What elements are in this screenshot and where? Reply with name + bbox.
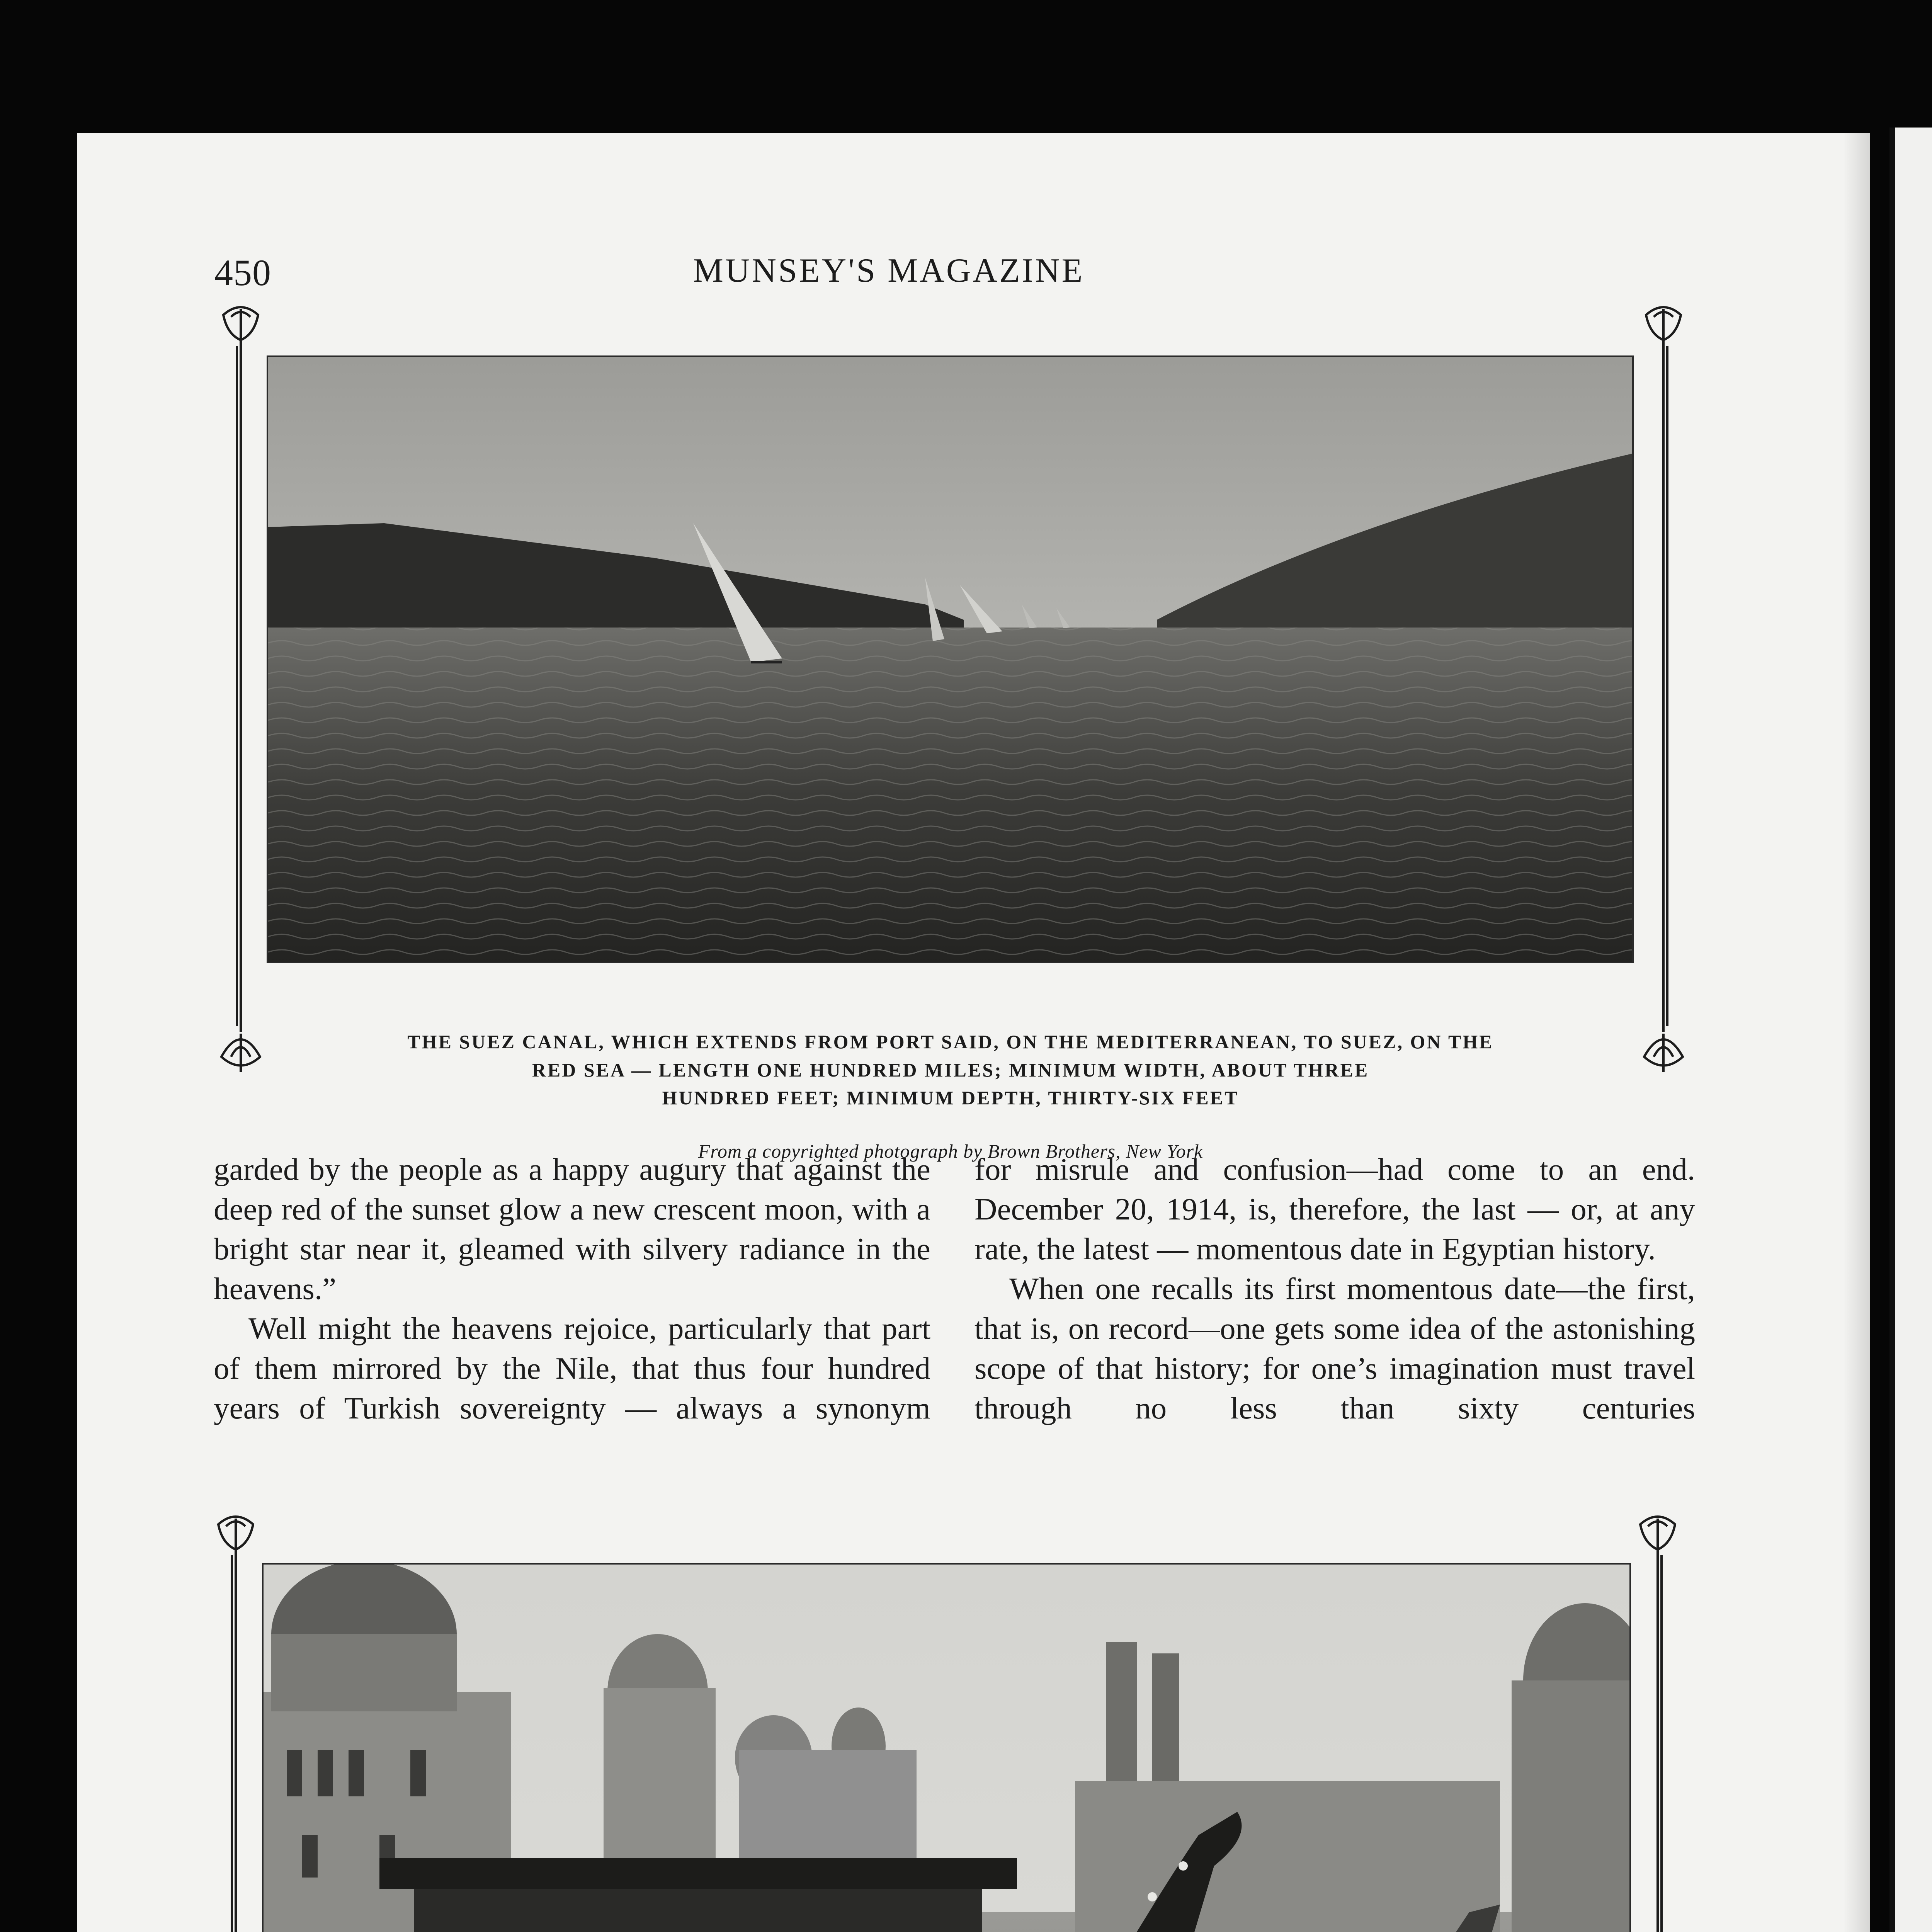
body-column-right <box>975 1150 1695 1428</box>
paragraph: garded by the people as a happy augury that against the deep red of the sunset glow a new crescent moon, with a bright star near it, gleamed with silvery radiance in the heavens.” <box>214 1152 930 1306</box>
page-number: 450 <box>214 252 271 293</box>
gutter-shadow <box>1843 133 1870 1932</box>
paragraph: Well might the heavens rejoice, particularly that part of them mirrored by the Nile, that thus four hundred years of Turkish sovereignty — always a synonym <box>214 1311 930 1425</box>
facing-page-edge <box>1889 128 1932 1932</box>
magazine-page <box>77 133 1870 1932</box>
caption-line: THE SUEZ CANAL, WHICH EXTENDS FROM PORT SAID, ON THE MEDITERRANEAN, TO SUEZ, ON THE <box>407 1031 1494 1053</box>
lotus-column-ornament-icon <box>216 303 266 1076</box>
caption-line: HUNDRED FEET; MINIMUM DEPTH, THIRTY-SIX FEET <box>662 1087 1239 1109</box>
lotus-column-ornament-icon <box>211 1513 261 1932</box>
caption-line: RED SEA — LENGTH ONE HUNDRED MILES; MINIMUM WIDTH, ABOUT THREE <box>532 1059 1369 1081</box>
suez-photo-credit: From a copyrighted photograph by Brown Brothers, New York <box>698 1140 1203 1162</box>
paragraph: for misrule and confusion—had come to an end. December 20, 1914, is, therefore, the last — or, at any rate, the latest — momentous date in Egyptian history. <box>975 1152 1695 1266</box>
body-column-left <box>214 1150 930 1428</box>
running-head: MUNSEY'S MAGAZINE <box>693 252 1085 289</box>
lotus-column-ornament-icon <box>1633 1513 1683 1932</box>
paragraph: When one recalls its first momentous date—the first, that is, on record—one gets some idea of the astonishing scope of that history; for one’s imagination must travel through no less than sixty centuries <box>975 1271 1695 1425</box>
palanquin-photo <box>262 1563 1631 1932</box>
suez-caption <box>270 1028 1631 1112</box>
suez-canal-photo <box>267 355 1634 963</box>
lotus-column-ornament-icon <box>1638 303 1689 1076</box>
